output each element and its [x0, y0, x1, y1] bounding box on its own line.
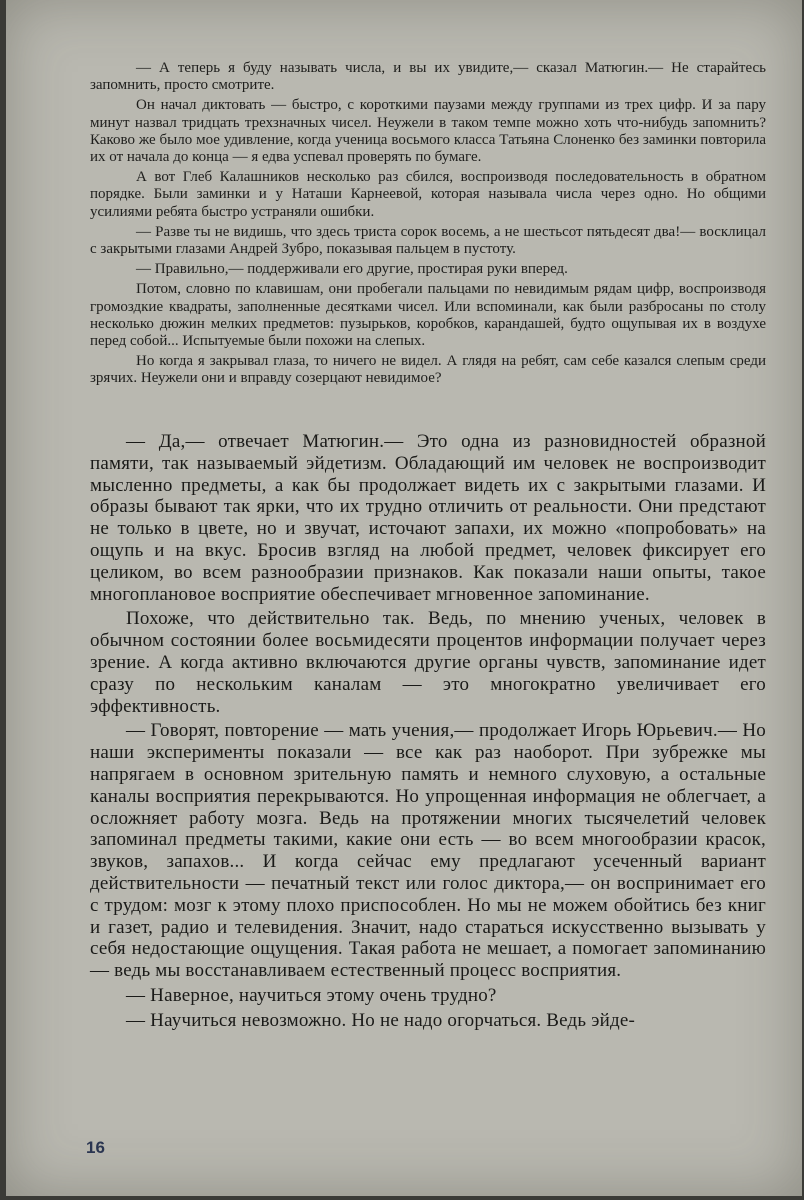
book-page: [6, 0, 802, 1196]
paragraph: Похоже, что действительно так. Ведь, по мнению ученых, человек в обычном состоянии более восьмидесяти процентов информации получает через зрение. А когда активно включаются другие органы чувств, запоминание идет сразу по нескольким каналам — это многократно увеличивает его эффективность.: [90, 608, 766, 717]
paragraph: Потом, словно по клавишам, они пробегали пальцами по невидимым рядам цифр, воспроизводя громоздкие квадраты, заполненные десятками чисел. Или вспоминали, как были разбросаны по столу несколько дюжин мелких предметов: пузырьков, коробков, карандашей, будто ощупывая их в воздухе перед собой... Испытуемые были похожи на слепых.: [90, 281, 766, 350]
large-print-section: [90, 431, 766, 1035]
paragraph: — Научиться невозможно. Но не надо огорчаться. Ведь эйде-: [126, 1009, 635, 1031]
paragraph: Он начал диктовать — быстро, с короткими паузами между группами из трех цифр. И за пару минут назвал тридцать трехзначных чисел. Неужели в таком темпе можно хоть что-нибудь запомнить? Каково же было мое удивление, когда ученица восьмого класса Татьяна Слоненко без заминки повторила их от начала до конца — я едва успевал проверять по бумаге.: [90, 97, 766, 166]
paragraph: — А теперь я буду называть числа, и вы их увидите,— сказал Матюгин.— Не старайтесь запомнить, просто смотрите.: [90, 60, 766, 94]
paragraph: — Правильно,— поддерживали его другие, простирая руки вперед.: [136, 261, 568, 278]
paragraph: — Да,— отвечает Матюгин.— Это одна из разновидностей образной памяти, так называемый эйдетизм. Обладающий им человек не воспроизводит мысленно предметы, а как бы продолжает видеть их с закрытыми глазами. И образы бывают так ярки, что их трудно отличить от реальности. Они предстают не только в цвете, но и звучат, источают запахи, их можно «попробовать» на ощупь и на вкус. Бросив взгляд на любой предмет, человек фиксирует его целиком, во всем разнообразии признаков. Как показали наши опыты, такое многоплановое восприятие обеспечивает мгновенное запоминание.: [90, 431, 766, 605]
page-number: 16: [86, 1138, 105, 1157]
small-print-section: [90, 60, 766, 391]
paragraph: — Говорят, повторение — мать учения,— продолжает Игорь Юрьевич.— Но наши эксперименты показали — все как раз наоборот. При зубрежке мы напрягаем в основном зрительную память и немного слуховую, а остальные каналы восприятия перекрываются. Но упрощенная информация не облегчает, а осложняет работу мозга. Ведь на протяжении многих тысячелетий человек запоминал предметы такими, какие они есть — во всем многообразии красок, звуков, запахов... И когда сейчас ему предлагают усеченный вариант действительности — печатный текст или голос диктора,— он воспринимает его с трудом: мозг к этому плохо приспособлен. Но мы не можем обойтись без книг и газет, радио и телевидения. Значит, надо стараться искусственно вызывать у себя недостающие ощущения. Такая работа не мешает, а помогает запоминанию — ведь мы восстанавливаем естественный процесс восприятия.: [90, 720, 766, 982]
paragraph: — Наверное, научиться этому очень трудно?: [126, 984, 497, 1006]
paragraph: А вот Глеб Калашников несколько раз сбился, воспроизводя последовательность в обратном порядке. Были заминки и у Наташи Карнеевой, которая называла числа через одно. Но общими усилиями ребята быстро устраняли ошибки.: [90, 169, 766, 220]
paragraph: Но когда я закрывал глаза, то ничего не видел. А глядя на ребят, сам себе казался слепым среди зрячих. Неужели они и вправду созерцают невидимое?: [90, 353, 766, 387]
paragraph: — Разве ты не видишь, что здесь триста сорок восемь, а не шестьсот пятьдесят два!— восклицал с закрытыми глазами Андрей Зубро, показывая пальцем в пустоту.: [90, 223, 766, 258]
